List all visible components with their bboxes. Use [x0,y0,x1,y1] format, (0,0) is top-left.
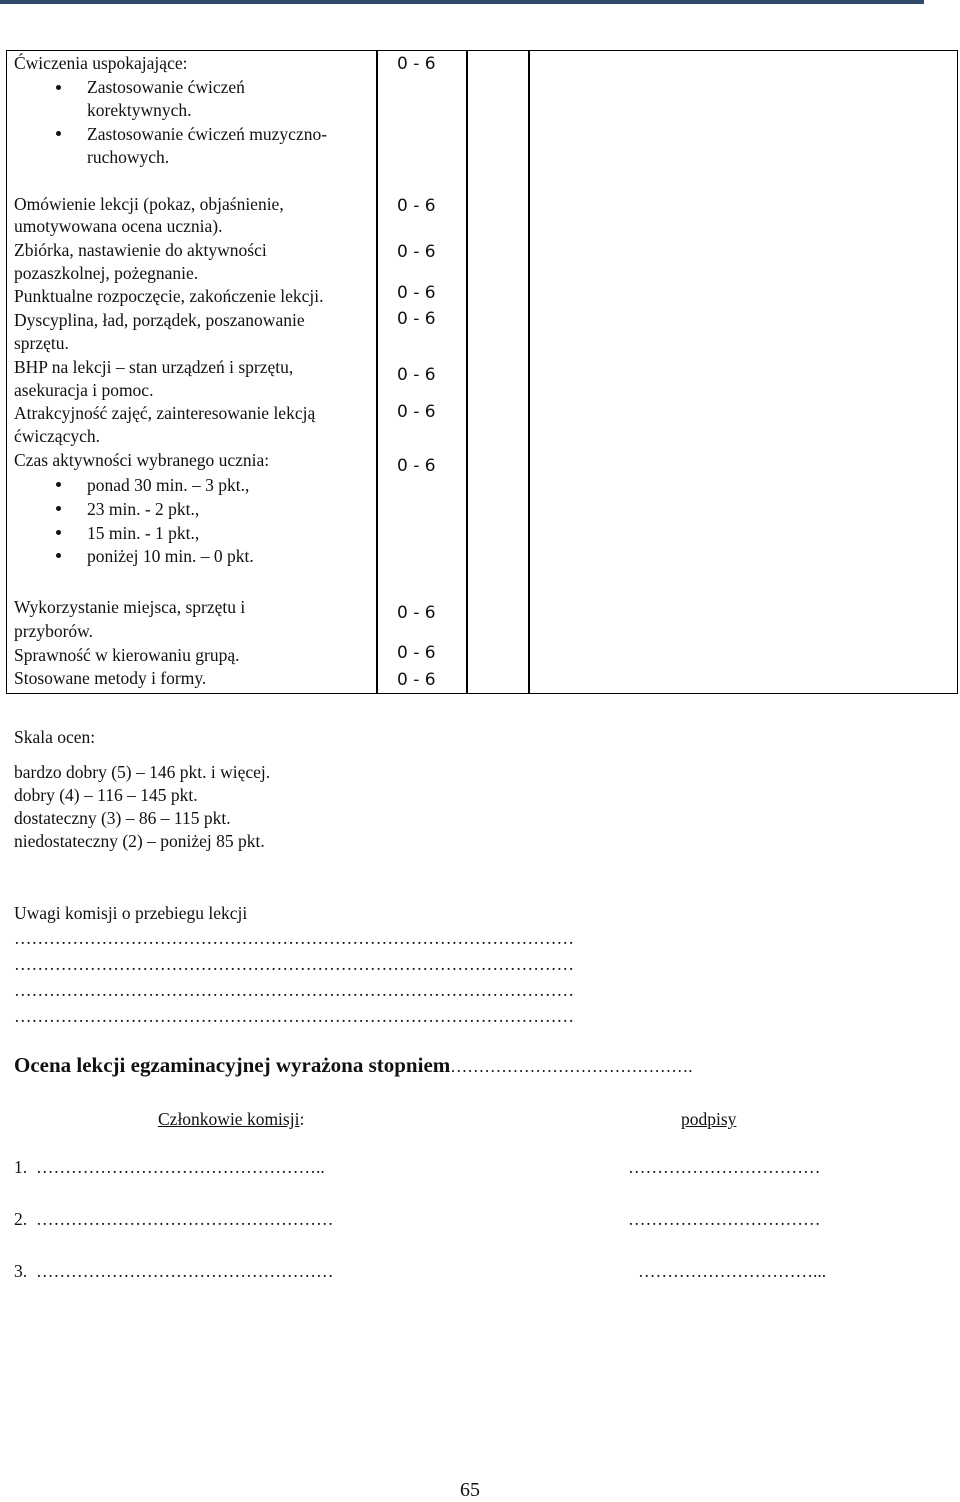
member-number: 2. [14,1209,28,1229]
usage-line: Wykorzystanie miejsca, sprzętu i [14,597,246,617]
criterion-line: BHP na lekcji – stan urządzeń i sprzętu, [14,357,294,377]
bullet [56,85,61,90]
criterion-line: asekuracja i pomoc. [14,380,154,400]
commission-members-label: Członkowie komisji: [158,1109,305,1129]
usage-line: Stosowane metody i formy. [14,668,207,688]
remarks-title: Uwagi komisji o przebiegu lekcji [14,903,248,923]
criterion-line: Punktualne rozpoczęcie, zakończenie lekcji. [14,286,324,306]
score: 0 - 6 [397,402,436,422]
score: 0 - 6 [397,456,436,476]
grade-scale-item: niedostateczny (2) – poniżej 85 pkt. [14,831,265,851]
bullet [56,553,61,558]
score: 0 - 6 [397,242,436,262]
score: 0 - 6 [397,643,436,663]
activity-item: poniżej 10 min. – 0 pkt. [87,546,254,566]
criterion-line: ćwiczących. [14,426,100,446]
criterion-line: sprzętu. [14,333,69,353]
criterion-line: pozaszkolnej, pożegnanie. [14,263,199,283]
bullet [56,482,61,487]
criterion-line: Zbiórka, nastawienie do aktywności [14,240,267,260]
remarks-line-1: …………………………………………………………………………………… [14,928,574,948]
activity-item: 23 min. - 2 pkt., [87,499,200,519]
usage-line: Sprawność w kierowaniu grupą. [14,645,240,665]
criterion-line: Dyscyplina, ład, porządek, poszanowanie [14,310,305,330]
score: 0 - 6 [397,283,436,303]
score: 0 - 6 [397,196,436,216]
member-signature-line: …………………………… [628,1157,821,1177]
calming-item-1a: Zastosowanie ćwiczeń [87,77,245,97]
score: 0 - 6 [397,670,436,690]
final-grade-label: Ocena lekcji egzaminacyjnej wyrażona stopniem……………………………………. [14,1053,693,1077]
calming-item-1b: korektywnych. [87,100,192,120]
grade-scale-item: dostateczny (3) – 86 – 115 pkt. [14,808,231,828]
member-number: 1. [14,1157,28,1177]
calming-item-2b: ruchowych. [87,147,170,167]
bullet [56,530,61,535]
score: 0 - 6 [397,365,436,385]
bullet [56,506,61,511]
score: 0 - 6 [397,603,436,623]
score: 0 - 6 [397,309,436,329]
signatures-label: podpisy [681,1109,737,1129]
member-name-line: …………………………………………… [36,1209,334,1229]
grade-scale-item: dobry (4) – 116 – 145 pkt. [14,785,198,805]
member-signature-line: …………………………… [628,1209,821,1229]
table-divider-3 [528,50,530,694]
remarks-line-2: …………………………………………………………………………………… [14,954,574,974]
remarks-line-4: …………………………………………………………………………………… [14,1006,574,1026]
scale-title: Skala ocen: [14,727,96,747]
member-name-line: …………………………………………… [36,1261,334,1281]
member-number: 3. [14,1261,28,1281]
member-name-line: ………………………………………….. [36,1157,325,1177]
criterion-line: Atrakcyjność zajęć, zainteresowanie lekcją [14,403,316,423]
score-calming: 0 - 6 [397,54,436,74]
grade-scale-item: bardzo dobry (5) – 146 pkt. i więcej. [14,762,271,782]
remarks-line-3: …………………………………………………………………………………… [14,980,574,1000]
calming-title: Ćwiczenia uspokajające: [14,53,188,73]
activity-item: ponad 30 min. – 3 pkt., [87,475,250,495]
activity-item: 15 min. - 1 pkt., [87,523,200,543]
header-rule [0,0,924,4]
table-divider-2 [466,50,468,694]
table-divider-1 [376,50,378,694]
member-signature-line: …………………………... [638,1261,827,1281]
page-number: 65 [460,1479,480,1501]
calming-item-2a: Zastosowanie ćwiczeń muzyczno- [87,124,328,144]
criterion-line: umotywowana ocena ucznia). [14,216,223,236]
usage-line: przyborów. [14,621,94,641]
criterion-line: Czas aktywności wybranego ucznia: [14,450,270,470]
criterion-line: Omówienie lekcji (pokaz, objaśnienie, [14,194,284,214]
bullet [56,131,61,136]
final-grade-dots: ……………………………………. [450,1057,693,1076]
